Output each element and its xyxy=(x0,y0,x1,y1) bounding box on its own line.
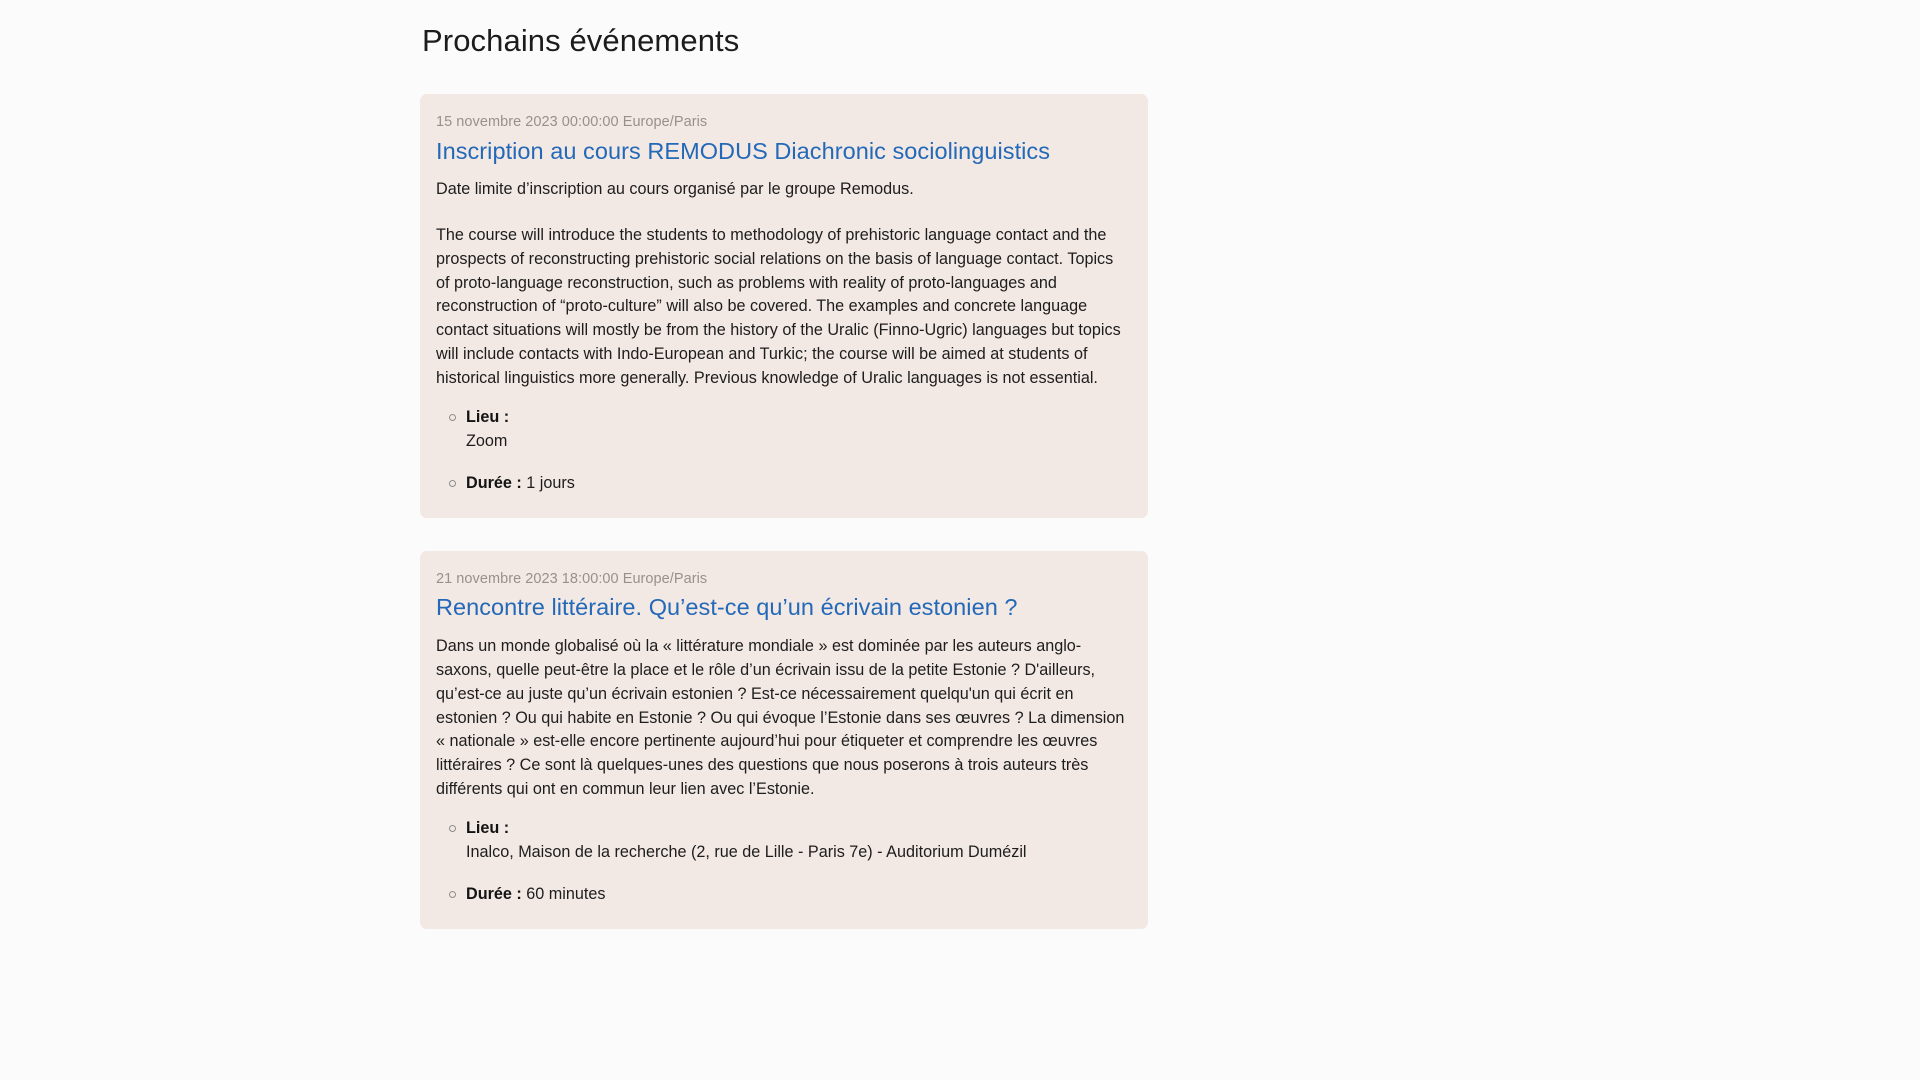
event-paragraph: Date limite d’inscription au cours organisé par le groupe Remodus. xyxy=(436,180,914,199)
event-title-link[interactable]: Inscription au cours REMODUS Diachronic sociolinguistics xyxy=(436,137,1051,164)
event-meta-list xyxy=(436,405,1126,496)
event-title-link[interactable]: Rencontre littéraire. Qu’est-ce qu’un écrivain estonien ? xyxy=(436,594,1018,621)
content-column xyxy=(420,0,1148,929)
event-paragraph: Dans un monde globalisé où la « littérature mondiale » est dominée par les auteurs anglo-saxons, quelle peut-être la place et le rôle d’un écrivain issu de la petite Estonie ? D'ailleurs, qu’est-ce au juste qu’un écrivain estonien ? Est-ce nécessairement quelqu'un qui écrit en estonien ? Ou qui habite en Estonie ? Ou qui évoque l’Estonie dans ses œuvres ? La dimension « nationale » est-elle encore pertinente aujourd’hui pour étiqueter et comprendre les œuvres littéraires ? Ce sont là quelques-unes des questions que nous poserons à trois auteurs très différents qui ont en commun leur lien avec l’Estonie. xyxy=(436,637,1125,798)
events-list xyxy=(420,94,1148,929)
duree-label: Durée : xyxy=(466,885,522,904)
event-date: 21 novembre 2023 18:00:00 Europe/Paris xyxy=(436,570,708,587)
event-paragraph: The course will introduce the students to methodology of prehistoric language contact and the prospects of reconstructing prehistoric social relations on the basis of language contact. Topics of proto-language reconstruction, such as problems with reality of proto-languages and reconstruction of “proto-culture” will also be covered. The examples and concrete language contact situations will mostly be from the history of the Uralic (Finno-Ugric) languages but topics will include contacts with Indo-European and Turkic; the course will be aimed at students of historical linguistics more generally. Previous knowledge of Uralic languages is not essential. xyxy=(436,226,1121,387)
duree-value: 60 minutes xyxy=(526,885,606,904)
lieu-value: Zoom xyxy=(466,432,508,451)
event-meta-duree xyxy=(466,471,1126,495)
event-card[interactable] xyxy=(420,551,1148,929)
duree-label: Durée : xyxy=(466,474,522,493)
event-card[interactable] xyxy=(420,94,1148,518)
event-meta-list xyxy=(436,816,1126,907)
lieu-label: Lieu : xyxy=(466,407,510,426)
page-title: Prochains événements xyxy=(422,23,740,58)
duree-value: 1 jours xyxy=(526,474,575,493)
event-meta-duree xyxy=(466,882,1126,906)
event-description xyxy=(436,635,1126,802)
event-description xyxy=(436,178,1126,391)
event-meta-lieu xyxy=(466,405,1126,454)
lieu-value: Inalco, Maison de la recherche (2, rue de Lille - Paris 7e) - Auditorium Dumézil xyxy=(466,843,1027,862)
lieu-label: Lieu : xyxy=(466,818,510,837)
event-meta-lieu xyxy=(466,816,1126,865)
event-date: 15 novembre 2023 00:00:00 Europe/Paris xyxy=(436,113,708,130)
